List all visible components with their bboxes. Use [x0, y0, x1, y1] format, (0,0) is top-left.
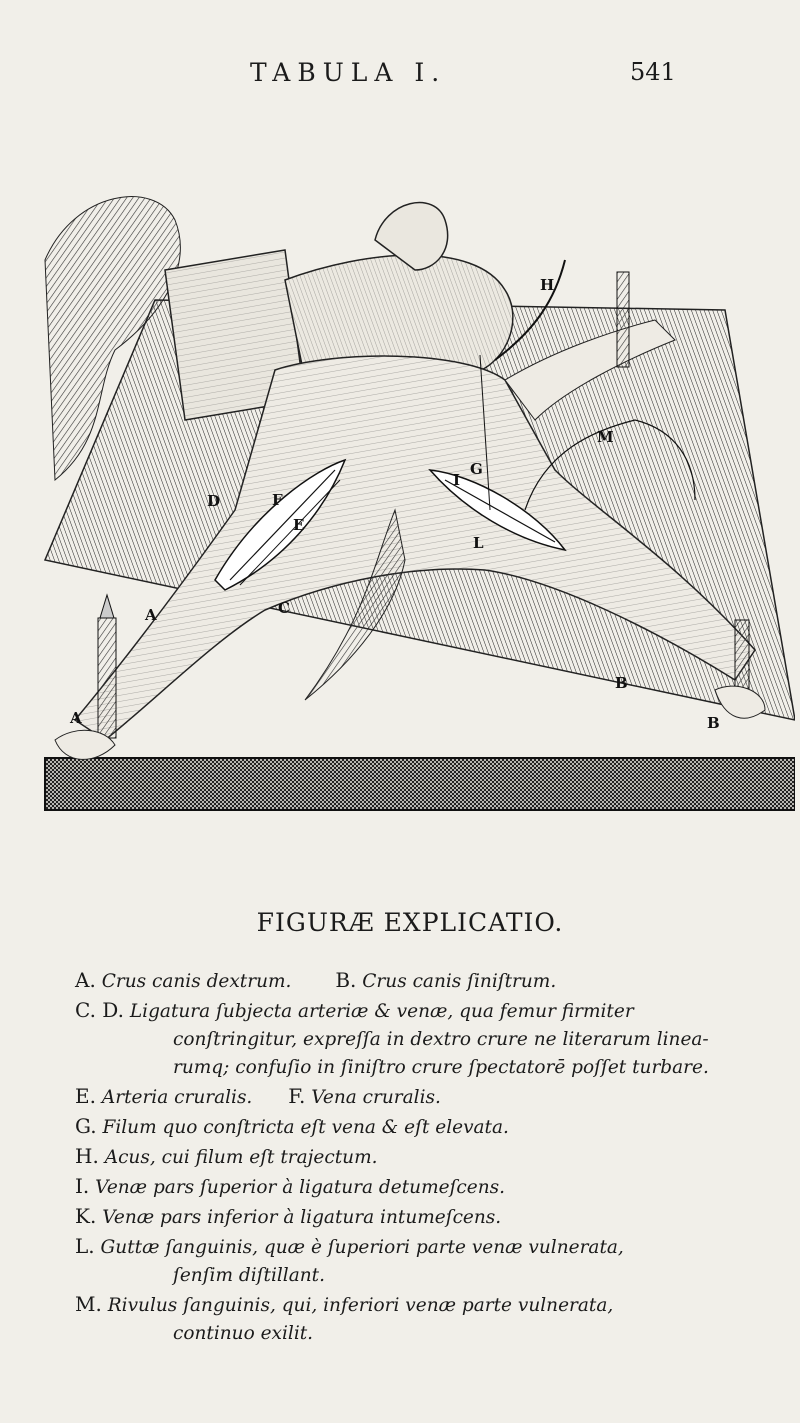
legend-key: M. — [75, 1292, 102, 1316]
legend-text: Crus canis dextrum. — [101, 971, 292, 992]
plate-label-b-upper: B — [615, 674, 628, 692]
legend-text: Venæ pars ſuperior à ligatura detumeſcens. — [95, 1177, 506, 1198]
legend-row-k — [75, 1202, 775, 1232]
legend-key: K. — [75, 1204, 97, 1228]
legend-row-e-f — [75, 1082, 775, 1112]
plate-label-i: I — [453, 471, 461, 489]
legend-continuation: rumq; confuſio in ſiniſtro crure ſpectatorē poſſet turbare. — [173, 1057, 709, 1078]
explicatio-legend — [75, 966, 775, 1348]
explicatio-title: FIGURÆ EXPLICATIO. — [256, 908, 564, 937]
plate-label-m: M — [597, 428, 614, 446]
legend-row-l — [75, 1232, 775, 1290]
legend-row-c-d — [75, 996, 775, 1082]
legend-continuation: conſtringitur, expreſſa in dextro crure ne literarum linea- — [173, 1029, 709, 1050]
legend-continuation: ſenſim diſtillant. — [173, 1265, 325, 1286]
page-number: 541 — [630, 58, 676, 86]
legend-key: A. — [75, 968, 96, 992]
legend-key: F. — [288, 1084, 306, 1108]
running-title: TABULA I. — [250, 58, 447, 87]
legend-text: Rivulus ſanguinis, qui, inferiori venæ parte vulnerata, — [107, 1295, 614, 1316]
legend-text: Acus, cui filum eſt trajectum. — [104, 1147, 378, 1168]
legend-text: Filum quo conſtricta eſt vena & eſt elevata. — [102, 1117, 509, 1138]
legend-key: C. D. — [75, 998, 124, 1022]
legend-key: I. — [75, 1174, 90, 1198]
plate-label-e: E — [293, 516, 305, 534]
post-left-front — [98, 618, 116, 738]
engraved-plate-illustration — [35, 180, 795, 820]
legend-text: Guttæ ſanguinis, quæ è ſuperiori parte venæ vulnerata, — [100, 1237, 624, 1258]
legend-row-a-b — [75, 966, 775, 996]
plate-label-d: D — [207, 492, 221, 510]
plate-label-a-upper: A — [145, 606, 157, 624]
legend-row-h — [75, 1142, 775, 1172]
legend-text: Arteria cruralis. — [101, 1087, 253, 1108]
page-header — [0, 58, 800, 98]
legend-continuation: continuo exilit. — [173, 1323, 314, 1344]
legend-row-m — [75, 1290, 775, 1348]
legend-text: Vena cruralis. — [311, 1087, 441, 1108]
plate-label-a-lower: A — [70, 709, 82, 727]
legend-row-i — [75, 1172, 775, 1202]
dissection-engraving — [35, 180, 795, 820]
legend-key: G. — [75, 1114, 97, 1138]
legend-key: L. — [75, 1234, 95, 1258]
legend-text: Crus canis ſiniſtrum. — [362, 971, 557, 992]
legend-text: Venæ pars inferior à ligatura intumeſcens. — [102, 1207, 502, 1228]
legend-key: E. — [75, 1084, 96, 1108]
legend-key: H. — [75, 1144, 99, 1168]
plate-label-g: G — [470, 460, 483, 478]
plate-label-l: L — [473, 534, 484, 552]
plate-label-c: C — [278, 599, 290, 617]
post-right-back — [617, 272, 629, 367]
table-front-edge — [45, 758, 795, 810]
plate-label-h: H — [540, 276, 555, 294]
legend-row-g — [75, 1112, 775, 1142]
legend-key: B. — [335, 968, 357, 992]
legend-text: Ligatura ſubjecta arteriæ & venæ, qua femur firmiter — [129, 1001, 634, 1022]
plate-label-f: F — [272, 491, 283, 509]
plate-label-b-lower: B — [707, 714, 720, 732]
